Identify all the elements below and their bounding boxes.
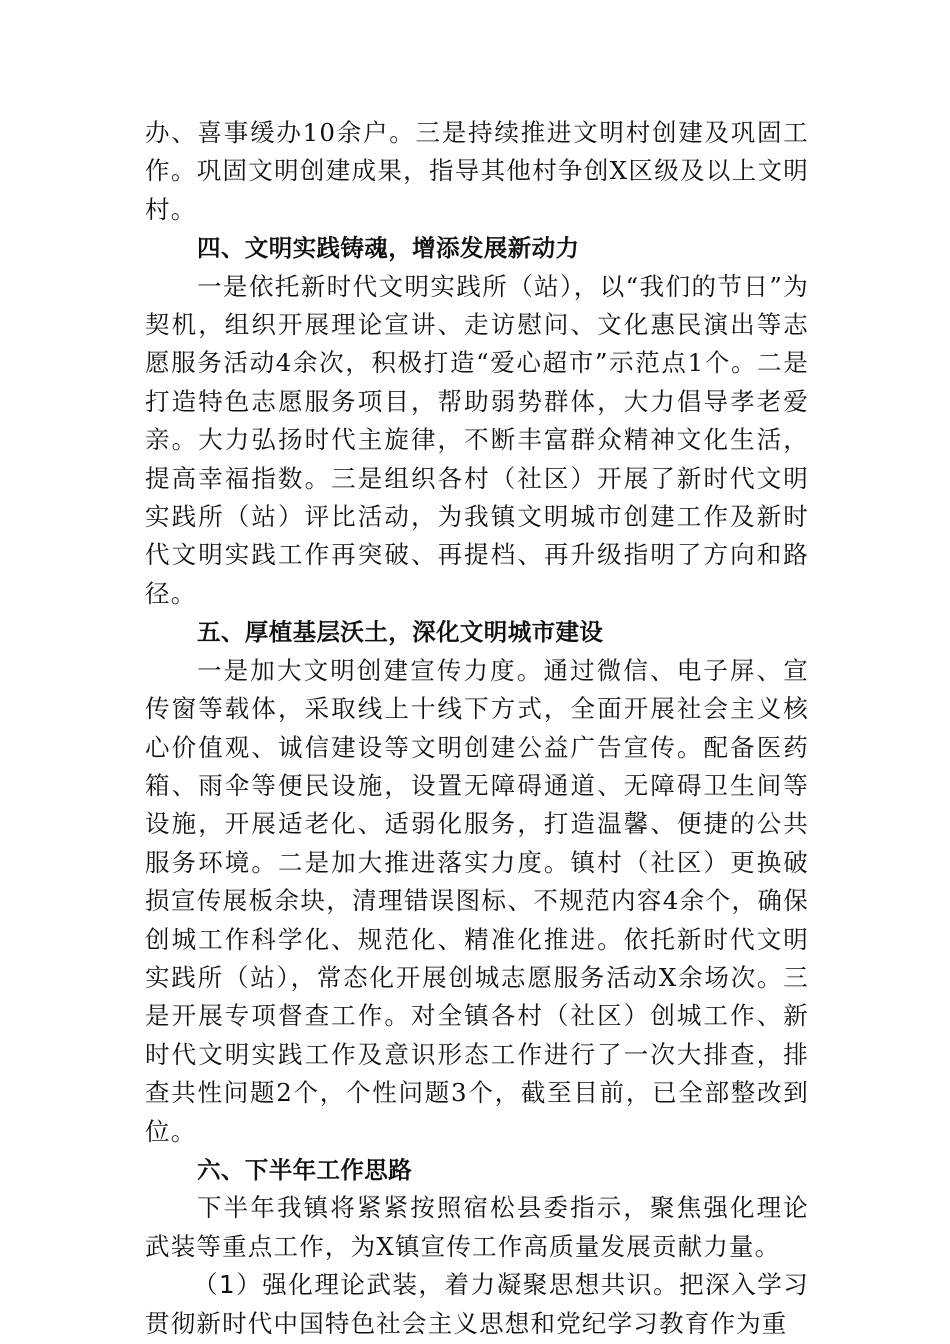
document-body — [145, 114, 809, 1343]
paragraph-section-6: 下半年我镇将紧紧按照宿松县委指示，聚焦强化理论武装等重点工作，为X镇宣传工作高质量发展贡献力量。 — [145, 1193, 809, 1261]
section-heading-6: 六、下半年工作思路 — [197, 1155, 413, 1184]
section-heading-5: 五、厚植基层沃土，深化文明城市建设 — [197, 618, 604, 647]
paragraph-continued: 办、喜事缓办10余户。三是持续推进文明村创建及巩固工作。巩固文明创建成果，指导其他村争创X区级及以上文明村。 — [145, 118, 809, 224]
paragraph-section-5: 一是加大文明创建宣传力度。通过微信、电子屏、宣传窗等载体，采取线上十线下方式，全面开展社会主义核心价值观、诚信建设等文明创建公益广告宣传。配备医药箱、雨伞等便民设施，设置无障碍通道、无障碍卫生间等设施，开展适老化、适弱化服务，打造温馨、便捷的公共服务环境。二是加大推进落实力度。镇村（社区）更换破损宣传展板余块，清理错误图标、不规范内容4余个，确保创城工作科学化、规范化、精准化推进。依托新时代文明实践所（站），常态化开展创城志愿服务活动X余场次。三是开展专项督查工作。对全镇各村（社区）创城工作、新时代文明实践工作及意识形态工作进行了一次大排查，排查共性问题2个，个性问题3个，截至目前，已全部整改到位。 — [145, 655, 809, 1146]
list-item-1-lead: （1）强化理论武装，着力凝聚思想共识。 — [193, 1270, 680, 1300]
section-heading-4: 四、文明实践铸魂，增添发展新动力 — [197, 234, 580, 263]
paragraph-section-4: 一是依托新时代文明实践所（站），以“我们的节日”为契机，组织开展理论宣讲、走访慰问、文化惠民演出等志愿服务活动4余次，积极打造“爱心超市”示范点1个。二是打造特色志愿服务项目，帮助弱势群体，大力倡导孝老爱亲。大力弘扬时代主旋律，不断丰富群众精神文化生活，提高幸福指数。三是组织各村（社区）开展了新时代文明实践所（站）评比活动，为我镇文明城市创建工作及新时代文明实践工作再突破、再提档、再升级指明了方向和路径。 — [145, 271, 809, 608]
list-item-1 — [145, 1266, 809, 1343]
list-item-1-text: 把深入学习贯彻新时代中国特色社会主义思想和党纪学习教育作为重 — [145, 1270, 810, 1338]
